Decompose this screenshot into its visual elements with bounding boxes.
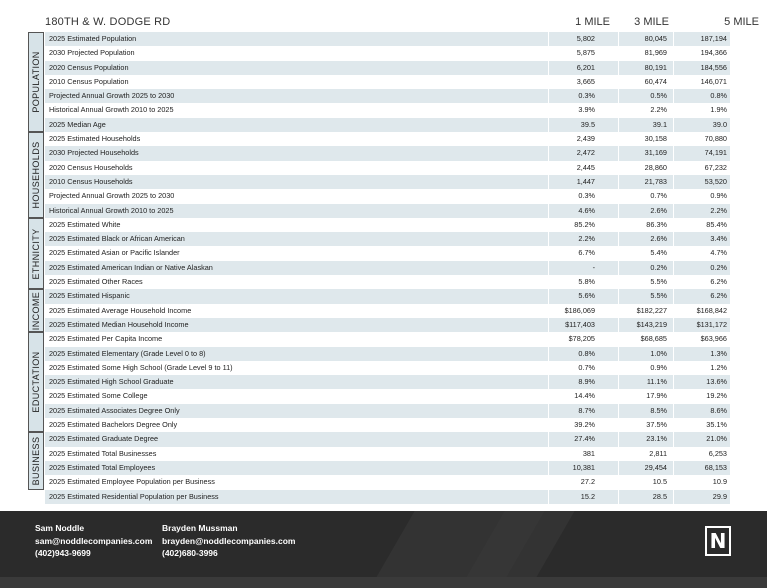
row-label: 2025 Estimated Graduate Degree <box>49 434 159 444</box>
value-3-mile: 0.2% <box>650 262 667 272</box>
row-label: Historical Annual Growth 2010 to 2025 <box>49 205 174 215</box>
table-row <box>45 347 730 361</box>
value-5-mile: 39.0 <box>712 119 727 129</box>
value-3-mile: 23.1% <box>646 434 667 444</box>
value-1-mile: 5.6% <box>578 291 595 301</box>
value-3-mile: 2,811 <box>649 448 667 458</box>
contact-card <box>162 522 295 560</box>
value-1-mile: 0.3% <box>578 191 595 201</box>
section-label-eductation <box>28 332 44 432</box>
row-label: 2010 Census Population <box>49 76 129 86</box>
value-3-mile: 21,783 <box>644 176 667 186</box>
value-1-mile: 2,445 <box>576 162 595 172</box>
value-3-mile: 17.9% <box>646 391 667 401</box>
section-label-households <box>28 132 44 218</box>
value-1-mile: 5,802 <box>576 34 595 43</box>
value-5-mile: 70,880 <box>704 134 727 144</box>
demographics-table <box>45 32 730 504</box>
row-label: 2025 Estimated Total Employees <box>49 462 156 472</box>
section-label-text: EDUCTATION <box>31 351 41 413</box>
row-label: 2025 Estimated Residential Population per Business <box>49 491 219 501</box>
value-5-mile: 21.0% <box>706 434 727 444</box>
value-3-mile: 39.1 <box>652 119 667 129</box>
value-5-mile: 6,253 <box>708 448 727 458</box>
section-label-text: HOUSEHOLDS <box>31 141 41 209</box>
value-3-mile: 10.5 <box>652 477 667 487</box>
footer-strip <box>0 577 767 588</box>
table-row <box>45 218 730 232</box>
value-5-mile: 146,071 <box>700 76 727 86</box>
table-row <box>45 89 730 103</box>
value-5-mile: 6.2% <box>710 291 727 301</box>
row-label: 2020 Census Households <box>49 162 133 172</box>
table-row <box>45 404 730 418</box>
value-1-mile: 2.2% <box>578 234 595 244</box>
value-3-mile: 2.6% <box>650 205 667 215</box>
location-title: 180TH & W. DODGE RD <box>45 16 171 28</box>
table-row <box>45 246 730 260</box>
value-1-mile: 10,381 <box>572 462 595 472</box>
value-3-mile: $182,227 <box>636 305 667 315</box>
contact-name: Sam Noddle <box>35 523 85 533</box>
value-1-mile: 27.2 <box>580 477 595 487</box>
value-1-mile: 0.7% <box>578 362 595 372</box>
table-row <box>45 490 730 504</box>
value-1-mile: $78,205 <box>568 334 595 344</box>
row-label: 2025 Estimated Average Household Income <box>49 305 192 315</box>
value-3-mile: 60,474 <box>644 76 667 86</box>
value-1-mile: 1,447 <box>576 176 595 186</box>
row-label: 2025 Estimated American Indian or Native Alaskan <box>49 262 213 272</box>
value-5-mile: 0.8% <box>710 91 727 101</box>
value-5-mile: 35.1% <box>706 420 727 430</box>
table-row <box>45 32 730 46</box>
row-label: 2025 Estimated Elementary (Grade Level 0 to 8) <box>49 348 206 358</box>
section-label-population <box>28 32 44 132</box>
company-logo <box>705 526 731 556</box>
table-row <box>45 189 730 203</box>
value-3-mile: 30,158 <box>644 134 667 144</box>
section-label-income <box>28 289 44 332</box>
row-label: 2025 Estimated Some High School (Grade Level 9 to 11) <box>49 362 233 372</box>
column-header-1-mile: 1 MILE <box>575 16 610 28</box>
value-1-mile: $186,069 <box>564 305 595 315</box>
row-label: 2030 Projected Households <box>49 148 139 158</box>
value-1-mile: 3,665 <box>576 76 595 86</box>
column-header-5-mile: 5 MILE <box>724 16 759 28</box>
value-5-mile: 19.2% <box>706 391 727 401</box>
value-1-mile: 2,439 <box>576 134 595 144</box>
value-1-mile: 5,875 <box>576 48 595 58</box>
value-5-mile: 0.9% <box>710 191 727 201</box>
row-label: 2025 Estimated Bachelors Degree Only <box>49 420 178 430</box>
value-1-mile: 0.3% <box>578 91 595 101</box>
value-5-mile: 68,153 <box>704 462 727 472</box>
table-row <box>45 46 730 60</box>
value-5-mile: 74,191 <box>704 148 727 158</box>
table-header <box>0 14 767 32</box>
table-row <box>45 232 730 246</box>
value-5-mile: 3.4% <box>710 234 727 244</box>
table-row <box>45 118 730 132</box>
value-3-mile: 80,045 <box>644 34 667 43</box>
table-row <box>45 332 730 346</box>
value-1-mile: 0.8% <box>578 348 595 358</box>
row-label: 2025 Estimated Per Capita Income <box>49 334 163 344</box>
row-label: 2025 Estimated Black or African American <box>49 234 185 244</box>
value-3-mile: 1.0% <box>650 348 667 358</box>
value-1-mile: 5.8% <box>578 277 595 287</box>
value-5-mile: 10.9 <box>712 477 727 487</box>
section-label-text: BUSINESS <box>31 436 41 486</box>
value-3-mile: 0.9% <box>650 362 667 372</box>
row-label: 2025 Estimated Median Household Income <box>49 319 189 329</box>
value-1-mile: 4.6% <box>578 205 595 215</box>
value-5-mile: 13.6% <box>706 377 727 387</box>
row-label: 2030 Projected Population <box>49 48 135 58</box>
table-row <box>45 461 730 475</box>
row-label: Projected Annual Growth 2025 to 2030 <box>49 91 175 101</box>
value-3-mile: 5.4% <box>650 248 667 258</box>
contact-phone[interactable]: (402)943-9699 <box>35 548 91 558</box>
table-row <box>45 389 730 403</box>
table-row <box>45 432 730 446</box>
table-row <box>45 418 730 432</box>
table-row <box>45 204 730 218</box>
value-1-mile: $117,403 <box>565 319 595 329</box>
value-1-mile: 39.5 <box>580 119 595 129</box>
table-row <box>45 61 730 75</box>
value-3-mile: 86.3% <box>646 219 667 229</box>
value-5-mile: 85.4% <box>706 219 727 229</box>
value-3-mile: 0.7% <box>650 191 667 201</box>
value-5-mile: 194,366 <box>700 48 727 58</box>
value-3-mile: 29,454 <box>644 462 667 472</box>
row-label: 2025 Estimated Hispanic <box>49 291 130 301</box>
row-label: Projected Annual Growth 2025 to 2030 <box>49 191 175 201</box>
value-5-mile: $63,966 <box>700 334 727 344</box>
value-3-mile: 5.5% <box>650 291 667 301</box>
row-label: 2025 Estimated Asian or Pacific Islander <box>49 248 180 258</box>
value-5-mile: 4.7% <box>710 248 727 258</box>
contact-email[interactable]: sam@noddlecompanies.com <box>35 535 153 546</box>
value-3-mile: 31,169 <box>644 148 667 158</box>
contact-email[interactable]: brayden@noddlecompanies.com <box>162 535 296 546</box>
value-5-mile: 29.9 <box>712 491 727 501</box>
section-label-business <box>28 432 44 489</box>
contact-phone[interactable]: (402)680-3996 <box>162 548 218 558</box>
value-5-mile: 67,232 <box>704 162 727 172</box>
table-row <box>45 146 730 160</box>
value-1-mile: 381 <box>582 448 595 458</box>
value-5-mile: $131,172 <box>696 319 727 329</box>
row-label: Historical Annual Growth 2010 to 2025 <box>49 105 174 115</box>
value-5-mile: 53,520 <box>704 176 727 186</box>
value-5-mile: 8.6% <box>710 405 727 415</box>
value-1-mile: 85.2% <box>574 219 595 229</box>
value-3-mile: 8.5% <box>650 405 667 415</box>
row-label: 2025 Median Age <box>49 119 106 129</box>
row-label: 2025 Estimated Other Races <box>49 277 143 287</box>
value-5-mile: 187,194 <box>700 34 727 43</box>
table-row <box>45 447 730 461</box>
value-5-mile: 0.2% <box>710 262 727 272</box>
row-label: 2025 Estimated Population <box>49 34 137 43</box>
contact-card <box>35 522 152 560</box>
table-row <box>45 75 730 89</box>
table-row <box>45 103 730 117</box>
value-5-mile: 1.9% <box>710 105 727 115</box>
value-3-mile: $68,685 <box>640 334 667 344</box>
section-label-text: POPULATION <box>31 51 41 113</box>
value-3-mile: 80,191 <box>644 62 667 72</box>
table-row <box>45 275 730 289</box>
value-1-mile: 8.7% <box>578 405 595 415</box>
value-1-mile: 15.2 <box>580 491 595 501</box>
row-label: 2025 Estimated Employee Population per Business <box>49 477 215 487</box>
value-3-mile: $143,219 <box>636 319 667 329</box>
value-5-mile: 1.3% <box>710 348 727 358</box>
table-row <box>45 132 730 146</box>
value-5-mile: 2.2% <box>710 205 727 215</box>
table-row <box>45 161 730 175</box>
value-5-mile: 6.2% <box>710 277 727 287</box>
column-header-3-mile: 3 MILE <box>634 16 669 28</box>
value-1-mile: - <box>592 262 595 272</box>
row-label: 2010 Census Households <box>49 176 133 186</box>
value-5-mile: $168,842 <box>696 305 727 315</box>
row-label: 2020 Census Population <box>49 62 129 72</box>
value-3-mile: 28,860 <box>644 162 667 172</box>
value-3-mile: 0.5% <box>650 91 667 101</box>
table-row <box>45 361 730 375</box>
table-row <box>45 375 730 389</box>
table-row <box>45 261 730 275</box>
section-label-text: INCOME <box>31 291 41 331</box>
value-3-mile: 28.5 <box>652 491 667 501</box>
value-1-mile: 14.4% <box>574 391 595 401</box>
value-3-mile: 81,969 <box>644 48 667 58</box>
value-3-mile: 2.2% <box>650 105 667 115</box>
value-3-mile: 2.6% <box>650 234 667 244</box>
row-label: 2025 Estimated Associates Degree Only <box>49 405 180 415</box>
table-row <box>45 175 730 189</box>
section-label-text: ETHNICITY <box>31 228 41 280</box>
value-1-mile: 27.4% <box>574 434 595 444</box>
table-row <box>45 318 730 332</box>
contact-name: Brayden Mussman <box>162 523 238 533</box>
logo-letter: N <box>709 529 727 553</box>
value-1-mile: 3.9% <box>578 105 595 115</box>
row-label: 2025 Estimated High School Graduate <box>49 377 174 387</box>
value-3-mile: 11.1% <box>646 377 667 387</box>
value-1-mile: 8.9% <box>578 377 595 387</box>
row-label: 2025 Estimated Some College <box>49 391 148 401</box>
value-3-mile: 37.5% <box>646 420 667 430</box>
value-1-mile: 2,472 <box>576 148 595 158</box>
table-row <box>45 475 730 489</box>
value-1-mile: 6,201 <box>576 62 595 72</box>
section-label-ethnicity <box>28 218 44 290</box>
value-1-mile: 6.7% <box>578 248 595 258</box>
row-label: 2025 Estimated White <box>49 219 121 229</box>
value-5-mile: 1.2% <box>710 362 727 372</box>
value-3-mile: 5.5% <box>650 277 667 287</box>
table-row <box>45 304 730 318</box>
table-row <box>45 289 730 303</box>
row-label: 2025 Estimated Total Businesses <box>49 448 157 458</box>
value-1-mile: 39.2% <box>574 420 595 430</box>
value-5-mile: 184,556 <box>700 62 727 72</box>
row-label: 2025 Estimated Households <box>49 134 141 144</box>
footer <box>0 511 767 588</box>
